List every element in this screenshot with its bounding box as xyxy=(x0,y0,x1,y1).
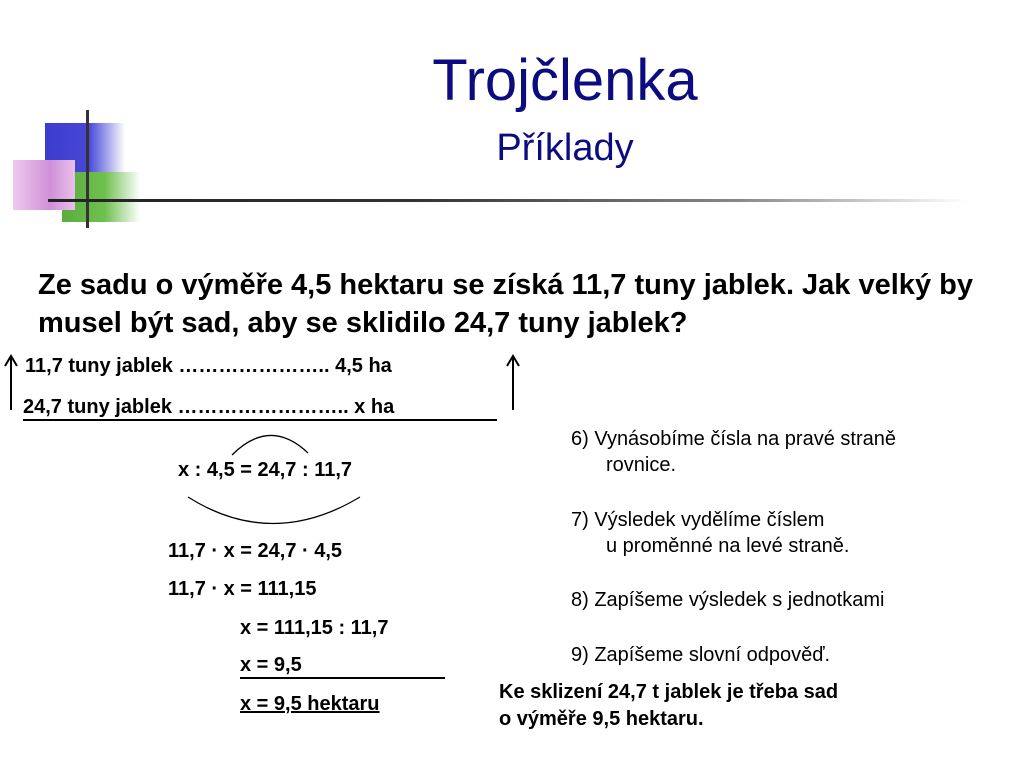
answer-text xyxy=(499,679,838,733)
setup-row-1: 11,7 tuny jablek ………………….. 4,5 ha xyxy=(25,355,392,377)
equation-2: 11,7 · x = 111,15 xyxy=(168,578,317,600)
equation-5: x = 9,5 hektaru xyxy=(240,693,380,715)
top-arc xyxy=(232,435,308,455)
step-9: 9) Zapíšeme slovní odpověď. xyxy=(571,644,831,666)
slide-title: Trojčlenka xyxy=(432,48,698,113)
bottom-arc xyxy=(188,497,360,524)
step-7-line-1: 7) Výsledek vydělíme číslem xyxy=(571,509,825,531)
answer-line-2: o výměře 9,5 hektaru. xyxy=(499,708,704,730)
proportion-equation: x : 4,5 = 24,7 : 11,7 xyxy=(178,459,353,481)
slide-subtitle: Příklady xyxy=(496,127,634,169)
right-arrow-icon xyxy=(507,356,519,410)
equation-1: 11,7 · x = 24,7 · 4,5 xyxy=(168,540,343,562)
setup-row-2: 24,7 tuny jablek …………………….. x ha xyxy=(23,396,395,418)
setup-underline xyxy=(23,419,497,421)
title-divider-line xyxy=(48,199,968,202)
problem-text: Ze sadu o výměře 4,5 hektaru se získá 11,7 tuny jablek. Jak velký by musel být sad, aby se sklidilo 24,7 tuny jablek? xyxy=(38,269,973,339)
step-6 xyxy=(571,426,896,478)
step-7 xyxy=(571,507,850,559)
equation-4: x = 9,5 xyxy=(240,654,302,676)
equation-3: x = 111,15 : 11,7 xyxy=(240,617,389,639)
step-7-line-2: u proměnné na levé straně. xyxy=(606,535,850,557)
step-6-line-1: 6) Vynásobíme čísla na pravé straně xyxy=(571,428,896,450)
answer-line-1: Ke sklizení 24,7 t jablek je třeba sad xyxy=(499,681,839,703)
step-6-line-2: rovnice. xyxy=(606,454,677,476)
result-underline xyxy=(240,677,445,679)
step-8: 8) Zapíšeme výsledek s jednotkami xyxy=(571,589,885,611)
left-arrow-icon xyxy=(5,356,17,410)
